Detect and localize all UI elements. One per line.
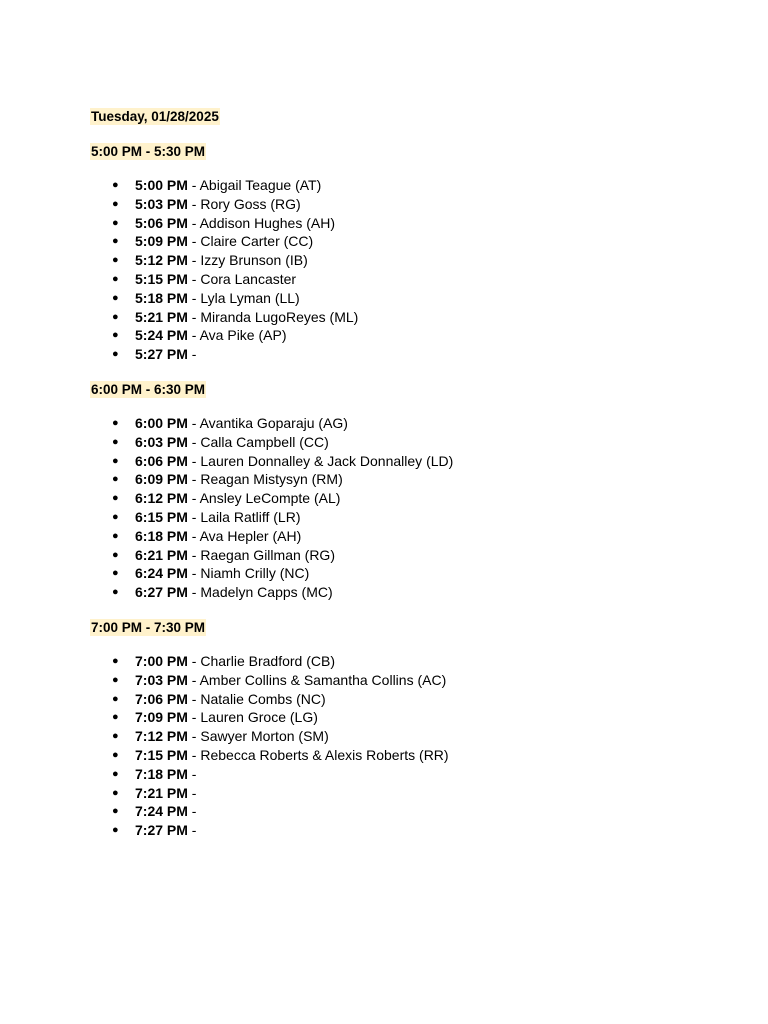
entry-time: 7:27 PM bbox=[135, 822, 188, 839]
entry-text bbox=[135, 583, 333, 602]
slot-heading-5pm: 5:00 PM - 5:30 PM bbox=[91, 144, 206, 159]
entry-name: Raegan Gillman (RG) bbox=[200, 546, 335, 563]
bullet-icon: ● bbox=[112, 473, 119, 486]
entry-text bbox=[135, 470, 343, 489]
entry-text bbox=[135, 326, 286, 345]
date-heading: Tuesday, 01/28/2025 bbox=[91, 109, 219, 124]
entry-time: 6:24 PM bbox=[135, 565, 188, 582]
entry-text bbox=[135, 251, 308, 270]
entry-separator: - bbox=[187, 289, 201, 306]
entry-name: Rebecca Roberts & Alexis Roberts (RR) bbox=[200, 746, 449, 763]
bullet-icon: ● bbox=[112, 492, 119, 505]
entry-text bbox=[135, 176, 321, 195]
entry-text bbox=[135, 508, 301, 527]
entry-time: 5:06 PM bbox=[135, 214, 188, 231]
entry-separator: - bbox=[187, 346, 201, 363]
entry-name: Ansley LeCompte (AL) bbox=[199, 490, 341, 507]
entry-time: 5:00 PM bbox=[135, 177, 188, 193]
entry-time: 6:09 PM bbox=[135, 471, 188, 488]
entry-name: Rory Goss (RG) bbox=[200, 195, 301, 212]
entry-separator: - bbox=[187, 433, 201, 450]
entry-separator: - bbox=[187, 214, 200, 231]
bullet-icon: ● bbox=[112, 786, 119, 799]
bullet-icon: ● bbox=[112, 235, 119, 248]
entry-name: Ava Pike (AP) bbox=[199, 327, 287, 344]
entry-name: Addison Hughes (AH) bbox=[199, 214, 335, 231]
entry-text bbox=[135, 546, 335, 565]
entry-time: 7:24 PM bbox=[135, 803, 188, 820]
entry-text bbox=[135, 652, 335, 671]
entry-time: 6:03 PM bbox=[135, 433, 188, 450]
entry-name: Calla Campbell (CC) bbox=[200, 433, 329, 450]
entry-separator: - bbox=[187, 252, 201, 269]
entry-time: 7:15 PM bbox=[135, 746, 188, 763]
entry-text bbox=[135, 708, 318, 727]
entry-separator: - bbox=[187, 822, 201, 839]
entry-name: Amber Collins & Samantha Collins (AC) bbox=[199, 671, 447, 688]
bullet-icon: ● bbox=[112, 730, 119, 743]
entry-name: Reagan Mistysyn (RM) bbox=[200, 471, 343, 488]
entry-separator: - bbox=[187, 177, 200, 193]
entry-time: 7:03 PM bbox=[135, 671, 188, 688]
entry-time: 6:00 PM bbox=[135, 415, 188, 431]
entry-separator: - bbox=[187, 565, 201, 582]
bullet-icon: ● bbox=[112, 567, 119, 580]
entry-text bbox=[135, 232, 313, 251]
entry-name: Natalie Combs (NC) bbox=[200, 690, 326, 707]
entry-text bbox=[135, 690, 326, 709]
entry-separator: - bbox=[187, 233, 201, 250]
entry-name: Lyla Lyman (LL) bbox=[200, 289, 300, 306]
entry-time: 5:27 PM bbox=[135, 346, 188, 363]
entry-name: Madelyn Capps (MC) bbox=[200, 584, 333, 601]
bullet-icon: ● bbox=[112, 529, 119, 542]
bullet-icon: ● bbox=[112, 586, 119, 599]
entry-separator: - bbox=[187, 415, 200, 431]
entry-text bbox=[135, 821, 200, 840]
entry-separator: - bbox=[187, 527, 200, 544]
entry-separator: - bbox=[187, 803, 201, 820]
bullet-icon: ● bbox=[112, 673, 119, 686]
entry-time: 5:15 PM bbox=[135, 270, 188, 287]
entry-time: 7:12 PM bbox=[135, 728, 188, 745]
entry-time: 6:06 PM bbox=[135, 452, 188, 469]
entry-separator: - bbox=[187, 308, 201, 325]
entry-name: Lauren Donnalley & Jack Donnalley (LD) bbox=[200, 452, 454, 469]
bullet-icon: ● bbox=[112, 254, 119, 267]
bullet-icon: ● bbox=[112, 711, 119, 724]
slot-heading-6pm: 6:00 PM - 6:30 PM bbox=[91, 382, 206, 397]
entry-separator: - bbox=[187, 765, 201, 782]
entry-text bbox=[135, 452, 453, 471]
entry-separator: - bbox=[187, 327, 200, 344]
entry-name: Sawyer Morton (SM) bbox=[200, 728, 329, 745]
entry-separator: - bbox=[187, 690, 201, 707]
entry-time: 6:12 PM bbox=[135, 490, 188, 507]
entry-text bbox=[135, 195, 301, 214]
entry-text bbox=[135, 214, 335, 233]
entry-time: 7:06 PM bbox=[135, 690, 188, 707]
entry-separator: - bbox=[187, 452, 201, 469]
entry-text bbox=[135, 727, 329, 746]
entry-time: 5:24 PM bbox=[135, 327, 188, 344]
bullet-icon: ● bbox=[112, 435, 119, 448]
entry-time: 5:09 PM bbox=[135, 233, 188, 250]
entry-text bbox=[135, 489, 340, 508]
slot-heading-7pm: 7:00 PM - 7:30 PM bbox=[91, 620, 206, 635]
bullet-icon: ● bbox=[112, 216, 119, 229]
bullet-icon: ● bbox=[112, 329, 119, 342]
entry-text bbox=[135, 433, 329, 452]
bullet-icon: ● bbox=[112, 510, 119, 523]
entry-name: Lauren Groce (LG) bbox=[200, 709, 318, 726]
entry-name: Cora Lancaster bbox=[200, 270, 297, 287]
entry-separator: - bbox=[187, 508, 201, 525]
entry-time: 7:21 PM bbox=[135, 784, 188, 801]
entry-name: Ava Hepler (AH) bbox=[199, 527, 302, 544]
entry-name: Abigail Teague (AT) bbox=[199, 177, 322, 193]
entry-separator: - bbox=[187, 728, 201, 745]
bullet-icon: ● bbox=[112, 197, 119, 210]
entry-time: 6:27 PM bbox=[135, 584, 188, 601]
entry-name: Miranda LugoReyes (ML) bbox=[200, 308, 359, 325]
bullet-icon: ● bbox=[112, 348, 119, 361]
entry-name: Izzy Brunson (IB) bbox=[200, 252, 308, 269]
entry-separator: - bbox=[187, 671, 200, 688]
entry-text bbox=[135, 671, 446, 690]
entry-separator: - bbox=[187, 195, 201, 212]
entry-time: 5:12 PM bbox=[135, 252, 188, 269]
entry-separator: - bbox=[187, 709, 201, 726]
bullet-icon: ● bbox=[112, 767, 119, 780]
entry-text bbox=[135, 746, 449, 765]
entry-separator: - bbox=[187, 270, 201, 287]
bullet-icon: ● bbox=[112, 417, 119, 429]
entry-time: 7:00 PM bbox=[135, 653, 188, 669]
entry-time: 6:18 PM bbox=[135, 527, 188, 544]
entry-name: Claire Carter (CC) bbox=[200, 233, 314, 250]
entry-text bbox=[135, 289, 300, 308]
entry-time: 5:21 PM bbox=[135, 308, 188, 325]
bullet-icon: ● bbox=[112, 454, 119, 467]
entry-text bbox=[135, 414, 348, 433]
bullet-icon: ● bbox=[112, 548, 119, 561]
entry-name: Avantika Goparaju (AG) bbox=[199, 415, 348, 431]
bullet-icon: ● bbox=[112, 692, 119, 705]
entry-time: 7:18 PM bbox=[135, 765, 188, 782]
entry-text bbox=[135, 765, 200, 784]
bullet-icon: ● bbox=[112, 310, 119, 323]
entry-name: Laila Ratliff (LR) bbox=[200, 508, 301, 525]
entry-name: Charlie Bradford (CB) bbox=[200, 653, 335, 669]
entry-text bbox=[135, 345, 200, 364]
entry-time: 5:03 PM bbox=[135, 195, 188, 212]
bullet-icon: ● bbox=[112, 272, 119, 285]
entry-text bbox=[135, 802, 200, 821]
bullet-icon: ● bbox=[112, 291, 119, 304]
entry-separator: - bbox=[187, 546, 201, 563]
entry-text bbox=[135, 308, 358, 327]
bullet-icon: ● bbox=[112, 824, 119, 837]
entry-separator: - bbox=[187, 471, 201, 488]
entry-text bbox=[135, 270, 296, 289]
bullet-icon: ● bbox=[112, 748, 119, 761]
entry-separator: - bbox=[187, 653, 201, 669]
entry-separator: - bbox=[187, 746, 201, 763]
entry-text bbox=[135, 784, 200, 803]
entry-separator: - bbox=[187, 584, 201, 601]
entry-separator: - bbox=[187, 490, 200, 507]
entry-text bbox=[135, 564, 309, 583]
entry-time: 5:18 PM bbox=[135, 289, 188, 306]
bullet-icon: ● bbox=[112, 655, 119, 667]
bullet-icon: ● bbox=[112, 805, 119, 818]
entry-time: 6:21 PM bbox=[135, 546, 188, 563]
entry-name: Niamh Crilly (NC) bbox=[200, 565, 310, 582]
entry-separator: - bbox=[187, 784, 201, 801]
entry-time: 7:09 PM bbox=[135, 709, 188, 726]
entry-time: 6:15 PM bbox=[135, 508, 188, 525]
bullet-icon: ● bbox=[112, 179, 119, 191]
entry-text bbox=[135, 527, 301, 546]
